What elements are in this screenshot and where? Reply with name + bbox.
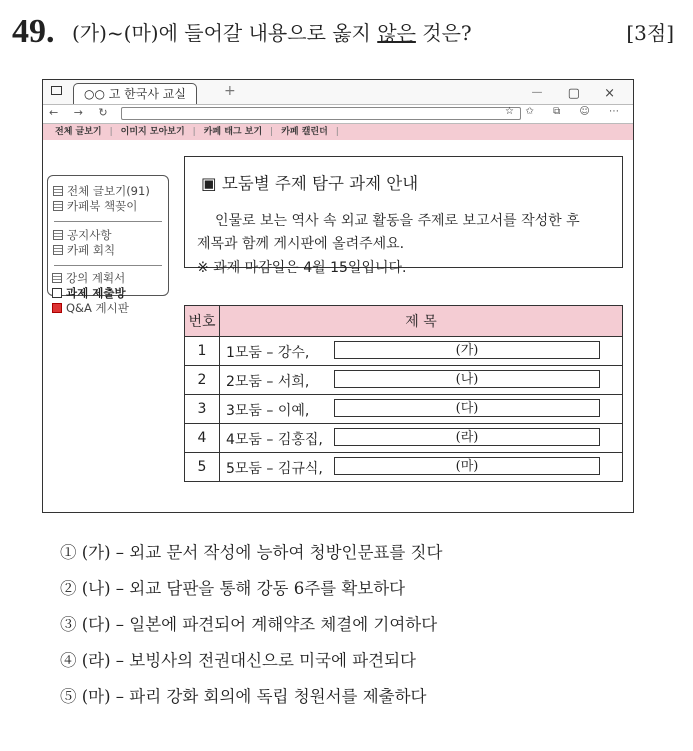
question-header	[12, 12, 682, 52]
sidebar-item-all-posts[interactable]: 전체 글보기(91)	[53, 184, 167, 199]
sidebar-item-qna[interactable]: Q&A 게시판	[52, 301, 166, 316]
notice-line-3: ※ 과제 마감일은 4월 15일입니다.	[197, 260, 407, 276]
header-number: 번호	[185, 306, 220, 337]
menu-divider: |	[109, 127, 113, 137]
row-group: 3모둠 – 이예,	[226, 403, 310, 419]
answer-choices	[60, 538, 442, 718]
menu-item-images[interactable]: 이미지 모아보기	[120, 127, 185, 137]
row-title-cell	[220, 453, 623, 482]
browser-window	[42, 79, 634, 513]
row-group: 2모둠 – 서희,	[226, 374, 310, 390]
menu-divider: |	[270, 127, 274, 137]
question-number: 49.	[12, 13, 55, 50]
list-icon	[53, 201, 63, 211]
row-blank: (다)	[334, 399, 600, 417]
row-blank: (라)	[334, 428, 600, 446]
sidebar-divider	[54, 221, 162, 222]
row-blank: (마)	[334, 457, 600, 475]
row-blank: (가)	[334, 341, 600, 359]
choice-5[interactable]: ⑤ (마) – 파리 강화 회의에 독립 청원서를 제출하다	[60, 687, 427, 706]
assignment-board	[184, 305, 623, 482]
list-icon	[53, 230, 63, 240]
cafe-menu-bar	[43, 124, 633, 140]
notice-title: ▣ 모둠별 주제 탐구 과제 안내	[201, 174, 419, 193]
question-points: [3점]	[626, 21, 674, 45]
sidebar-group-posts	[53, 184, 167, 214]
toolbar-icons[interactable]: ✩ ⧉ ☺ ⋯	[525, 106, 627, 117]
window-icon	[51, 86, 62, 95]
choice-2[interactable]: ② (나) – 외교 담판을 통해 강동 6주를 확보하다	[60, 579, 406, 598]
question-text-underlined: 않은	[377, 21, 416, 45]
row-number: 4	[185, 424, 220, 453]
title-bar	[43, 80, 633, 105]
table-row[interactable]	[185, 453, 623, 482]
header-title: 제 목	[220, 306, 623, 337]
notice-box	[184, 156, 623, 276]
row-title-cell	[220, 424, 623, 453]
notice-line-1: 인물로 보는 역사 속 외교 활동을 주제로 보고서를 작성한 후	[215, 213, 580, 229]
question-text	[72, 20, 472, 46]
sidebar-group-notices	[53, 228, 167, 258]
sidebar-item-cafebook[interactable]: 카페북 책꽂이	[53, 199, 167, 214]
list-icon	[53, 245, 63, 255]
row-title-cell	[220, 366, 623, 395]
menu-item-calendar[interactable]: 카페 캘린더	[281, 127, 328, 137]
address-bar-row	[43, 105, 633, 124]
menu-item-tags[interactable]: 카페 태그 보기	[203, 127, 263, 137]
sidebar-item-syllabus[interactable]: 강의 계획서	[52, 271, 166, 286]
row-number: 5	[185, 453, 220, 482]
row-group: 5모둠 – 김규식,	[226, 461, 323, 477]
row-number: 3	[185, 395, 220, 424]
menu-item-all-posts[interactable]: 전체 글보기	[55, 127, 102, 137]
star-icon[interactable]: ☆	[505, 106, 514, 117]
row-number: 1	[185, 337, 220, 366]
choice-4[interactable]: ④ (라) – 보빙사의 전권대신으로 미국에 파견되다	[60, 651, 416, 670]
question-text-after: 것은?	[415, 21, 472, 45]
sidebar-divider	[54, 265, 162, 266]
notice-line-2: 제목과 함께 게시판에 올려주세요.	[197, 236, 405, 252]
menu-divider: |	[192, 127, 196, 137]
url-input[interactable]	[121, 107, 521, 120]
window-controls[interactable]: － ▢ ×	[530, 86, 625, 101]
browser-tab[interactable]: ○○ 고 한국사 교실	[73, 83, 197, 104]
row-blank: (나)	[334, 370, 600, 388]
pencil-icon	[52, 303, 62, 313]
list-icon	[53, 186, 63, 196]
question-text-before: (가)~(마)에 들어갈 내용으로 옳지	[72, 21, 378, 45]
table-row[interactable]	[185, 424, 623, 453]
table-row[interactable]	[185, 337, 623, 366]
new-tab-button[interactable]: +	[224, 83, 236, 99]
board-header-row	[185, 306, 623, 337]
row-group: 1모둠 – 강수,	[226, 345, 310, 361]
list-icon	[52, 273, 62, 283]
choice-1[interactable]: ① (가) – 외교 문서 작성에 능하여 청방인문표를 짓다	[60, 543, 443, 562]
row-group: 4모둠 – 김홍집,	[226, 432, 323, 448]
row-number: 2	[185, 366, 220, 395]
board-icon	[52, 288, 62, 298]
row-title-cell	[220, 337, 623, 366]
row-title-cell	[220, 395, 623, 424]
table-row[interactable]	[185, 366, 623, 395]
sidebar-group-class-items	[52, 271, 166, 316]
sidebar-item-assignments[interactable]: 과제 제출방	[52, 286, 166, 301]
table-row[interactable]	[185, 395, 623, 424]
nav-buttons[interactable]: ← → ↻	[49, 106, 114, 119]
sidebar-item-rules[interactable]: 카페 회칙	[53, 243, 167, 258]
choice-3[interactable]: ③ (다) – 일본에 파견되어 계해약조 체결에 기여하다	[60, 615, 438, 634]
sidebar-item-notices[interactable]: 공지사항	[53, 228, 167, 243]
menu-divider: |	[335, 127, 339, 137]
